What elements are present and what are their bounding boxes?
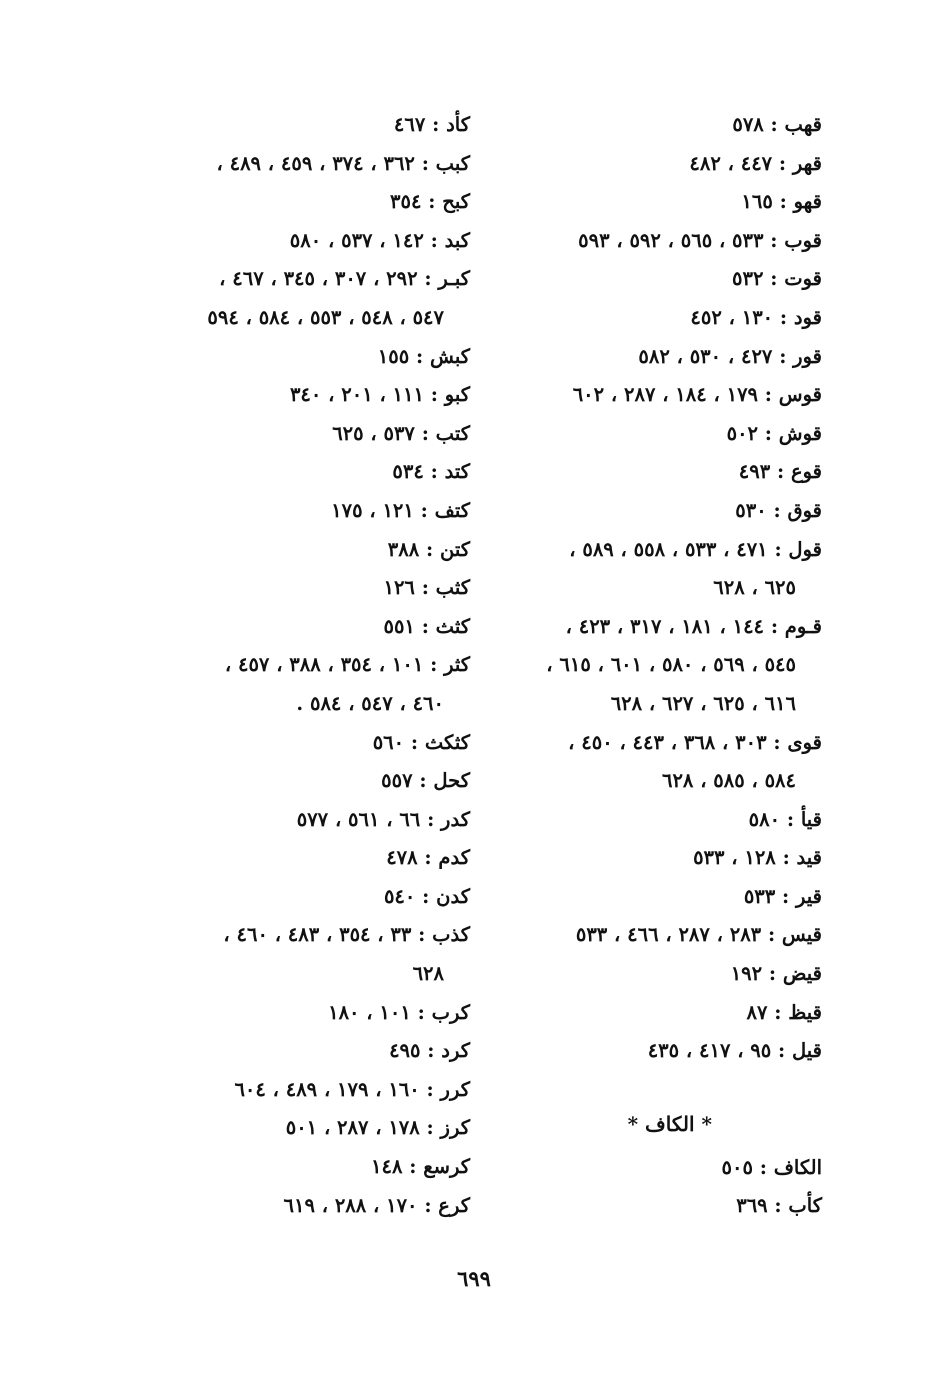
- index-entry: كثب : ١٢٦: [383, 576, 470, 600]
- index-entry-continuation: ٤٦٠ ، ٥٤٧ ، ٥٨٤ .: [296, 691, 444, 715]
- index-entry: كثر : ١٠١ ، ٣٥٤ ، ٣٨٨ ، ٤٥٧ ،: [224, 653, 470, 677]
- index-entry: قهب : ٥٧٨: [732, 113, 822, 136]
- index-column-right: [492, 106, 822, 1226]
- index-entry: كحل : ٥٥٧: [381, 769, 470, 793]
- index-entry: الكاف : ٥٠٥: [721, 1155, 822, 1179]
- index-entry: كدن : ٥٤٠: [383, 884, 470, 908]
- index-entry: قوس : ١٧٩ ، ١٨٤ ، ٢٨٧ ، ٦٠٢: [572, 383, 822, 407]
- index-entry: كذب : ٣٣ ، ٣٥٤ ، ٤٨٣ ، ٤٦٠ ،: [223, 923, 470, 947]
- index-entry: قوش : ٥٠٢: [726, 421, 822, 445]
- spacer: [492, 1071, 822, 1099]
- index-entry: كتن : ٣٨٨: [387, 537, 470, 561]
- index-entry-continuation: ٥٤٥ ، ٥٦٩ ، ٥٨٠ ، ٦٠١ ، ٦١٥ ،: [546, 653, 796, 677]
- index-entry: كبد : ١٤٢ ، ٥٣٧ ، ٥٨٠: [289, 228, 470, 252]
- index-entry: كبح : ٣٥٤: [390, 190, 470, 214]
- index-entry: قيس : ٢٨٣ ، ٢٨٧ ، ٤٦٦ ، ٥٣٣: [575, 923, 822, 947]
- index-entry: كرر : ١٦٠ ، ١٧٩ ، ٤٨٩ ، ٦٠٤: [234, 1077, 470, 1101]
- index-entry: كدر : ٦٦ ، ٥٦١ ، ٥٧٧: [296, 807, 470, 831]
- index-entry: قوب : ٥٣٣ ، ٥٦٥ ، ٥٩٢ ، ٥٩٣: [578, 228, 822, 252]
- index-entry-continuation: ٦١٦ ، ٦٢٥ ، ٦٢٧ ، ٦٢٨: [610, 691, 796, 715]
- index-entry: قيل : ٩٥ ، ٤١٧ ، ٤٣٥: [647, 1039, 822, 1063]
- index-entry: كتب : ٥٣٧ ، ٦٢٥: [332, 421, 470, 445]
- index-entry: كتد : ٥٣٤: [392, 460, 470, 484]
- index-entry: كبش : ١٥٥: [377, 344, 470, 368]
- index-entry: كتف : ١٢١ ، ١٧٥: [331, 498, 470, 522]
- index-entry: قور : ٤٢٧ ، ٥٣٠ ، ٥٨٢: [638, 344, 822, 368]
- index-entry-continuation: ٥٤٧ ، ٥٤٨ ، ٥٥٣ ، ٥٨٤ ، ٥٩٤: [207, 305, 444, 329]
- index-entry: قهو : ١٦٥: [741, 190, 822, 214]
- index-entry: كأد : ٤٦٧: [393, 113, 470, 136]
- index-entry: كرد : ٤٩٥: [389, 1039, 470, 1063]
- index-entry: قوع : ٤٩٣: [738, 460, 822, 484]
- index-entry: كثث : ٥٥١: [383, 614, 470, 638]
- index-entry-continuation: ٥٨٤ ، ٥٨٥ ، ٦٢٨: [661, 769, 796, 793]
- section-heading: * الكاف *: [627, 1111, 712, 1136]
- index-entry: قير : ٥٣٣: [743, 884, 822, 908]
- index-entry: كثكث : ٥٦٠: [372, 730, 470, 754]
- index-entry: كبب : ٣٦٢ ، ٣٧٤ ، ٤٥٩ ، ٤٨٩ ،: [216, 151, 470, 175]
- index-entry: قيأ : ٥٨٠: [748, 807, 822, 831]
- page-number: ٦٩٩: [457, 1266, 491, 1291]
- index-entry: كرسع : ١٤٨: [371, 1155, 470, 1179]
- index-entry: قـوم : ١٤٤ ، ١٨١ ، ٣١٧ ، ٤٢٣ ،: [565, 614, 822, 638]
- index-entry-continuation: ٦٢٨: [412, 962, 444, 986]
- index-entry: قيظ : ٨٧: [746, 1000, 822, 1024]
- index-entry: كأب : ٣٦٩: [736, 1194, 822, 1218]
- index-entry: كرب : ١٠١ ، ١٨٠: [328, 1000, 470, 1024]
- index-entry: قود : ١٣٠ ، ٤٥٢: [690, 305, 822, 329]
- index-entry: قهر : ٤٤٧ ، ٤٨٢: [689, 151, 822, 175]
- index-entry: قوى : ٣٠٣ ، ٣٦٨ ، ٤٤٣ ، ٤٥٠ ،: [568, 730, 822, 754]
- index-entry: كبو : ١١١ ، ٢٠١ ، ٣٤٠: [289, 383, 470, 407]
- index-entry: كرز : ١٧٨ ، ٢٨٧ ، ٥٠١: [285, 1116, 470, 1140]
- index-entry: قوق : ٥٣٠: [735, 498, 822, 522]
- index-entry: قوت : ٥٣٢: [732, 267, 822, 291]
- index-entry: كدم : ٤٧٨: [386, 846, 470, 870]
- index-entry: كرع : ١٧٠ ، ٢٨٨ ، ٦١٩: [283, 1193, 470, 1217]
- index-column-left: [135, 106, 470, 1225]
- index-entry: قيد : ١٢٨ ، ٥٣٣: [693, 846, 822, 870]
- index-entry-continuation: ٦٢٥ ، ٦٢٨: [713, 576, 796, 600]
- index-entry: كبـر : ٢٩٢ ، ٣٠٧ ، ٣٤٥ ، ٤٦٧ ،: [219, 267, 470, 291]
- index-entry: قيض : ١٩٢: [730, 962, 822, 986]
- index-entry: قول : ٤٧١ ، ٥٣٣ ، ٥٥٨ ، ٥٨٩ ،: [569, 537, 822, 561]
